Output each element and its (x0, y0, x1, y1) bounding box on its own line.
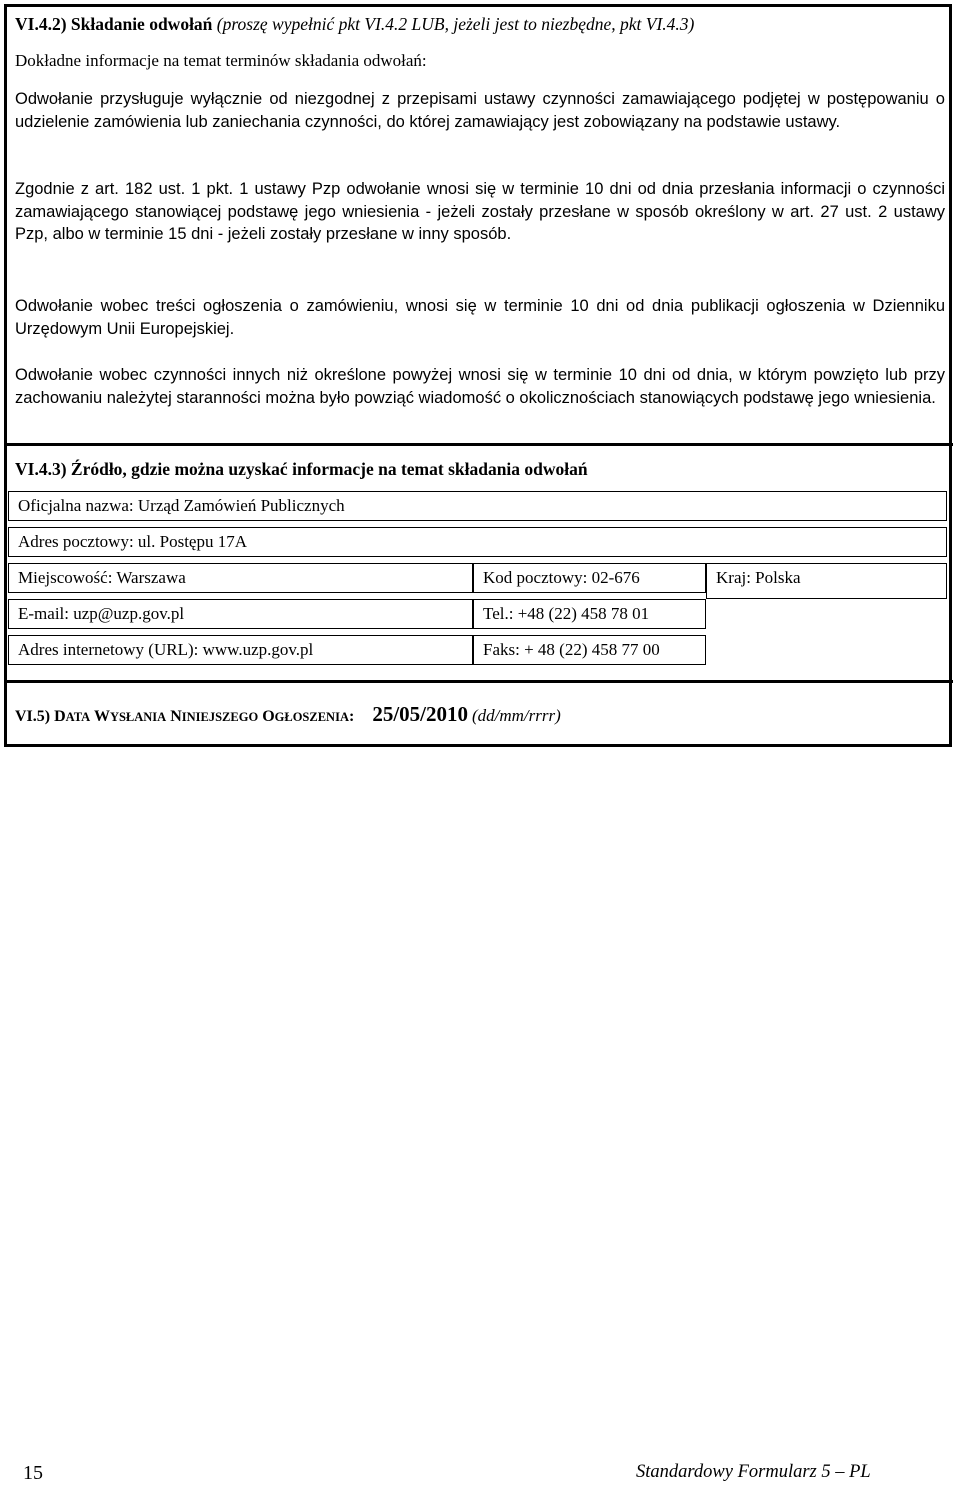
dispatch-date-format: (dd/mm/rrrr) (471, 706, 561, 725)
section-vi42-heading: VI.4.2) Składanie odwołań (proszę wypełnić pkt VI.4.2 LUB, jeżeli jest to niezbędne, pkt VI.4.3) (15, 14, 695, 34)
appeal-paragraph-3: Odwołanie wobec treści ogłoszenia o zamówieniu, wnosi się w terminie 10 dni od dnia publikacji ogłoszenia w Dzienniku Urzędowym Unii Europejskiej. (15, 297, 945, 338)
appeal-paragraph-4: Odwołanie wobec czynności innych niż określone powyżej wnosi się w terminie 10 dni od dnia, w którym powzięto lub przy zachowaniu należytej staranności można było powziąć wiadomość o okolicznościach stanowiących podstawę jego wniesienia. (15, 366, 945, 407)
section-divider (7, 443, 953, 446)
section-vi42-subheading: Dokładne informacje na temat terminów składania odwołań: (15, 51, 427, 70)
appeal-paragraph-1: Odwołanie przysługuje wyłącznie od niezgodnej z przepisami ustawy czynności zamawiającego podjętej w postępowaniu o udzielenie zamówienia lub zaniechania czynności, do której zamawiający jest zobowiązany na podstawie ustawy. (15, 90, 945, 131)
dispatch-date-line: VI.5) DATA WYSŁANIA NINIEJSZEGO OGŁOSZENIA: 25/05/2010 (dd/mm/rrrr) (15, 702, 561, 726)
section-divider (7, 680, 953, 683)
appeal-paragraph-2: Zgodnie z art. 182 ust. 1 pkt. 1 ustawy Pzp odwołanie wnosi się w terminie 10 dni od dnia przesłania informacji o czynności zamawiającego stanowiącej podstawę jego wniesienia - jeżeli zostały przesłane w sposób określony w art. 27 ust. 2 ustawy Pzp, albo w terminie 15 dni - jeżeli zostały przesłane w inny sposób. (15, 180, 945, 243)
postal-address-field: Adres pocztowy: ul. Postępu 17A (8, 527, 947, 557)
dispatch-date-value: 25/05/2010 (372, 702, 468, 726)
form-name: Standardowy Formularz 5 – PL (636, 1462, 871, 1482)
page-number: 15 (23, 1462, 43, 1484)
url-field: Adres internetowy (URL): www.uzp.gov.pl (8, 635, 473, 665)
email-field: E-mail: uzp@uzp.gov.pl (8, 599, 473, 629)
fax-field: Faks: + 48 (22) 458 77 00 (473, 635, 706, 665)
official-name-field: Oficjalna nazwa: Urząd Zamówień Publicznych (8, 491, 947, 521)
town-field: Miejscowość: Warszawa (8, 563, 473, 593)
tel-field: Tel.: +48 (22) 458 78 01 (473, 599, 706, 629)
section-vi43-heading: VI.4.3) Źródło, gdzie można uzyskać informacje na temat składania odwołań (15, 459, 588, 479)
country-field: Kraj: Polska (706, 563, 947, 599)
postal-code-field: Kod pocztowy: 02-676 (473, 563, 706, 593)
